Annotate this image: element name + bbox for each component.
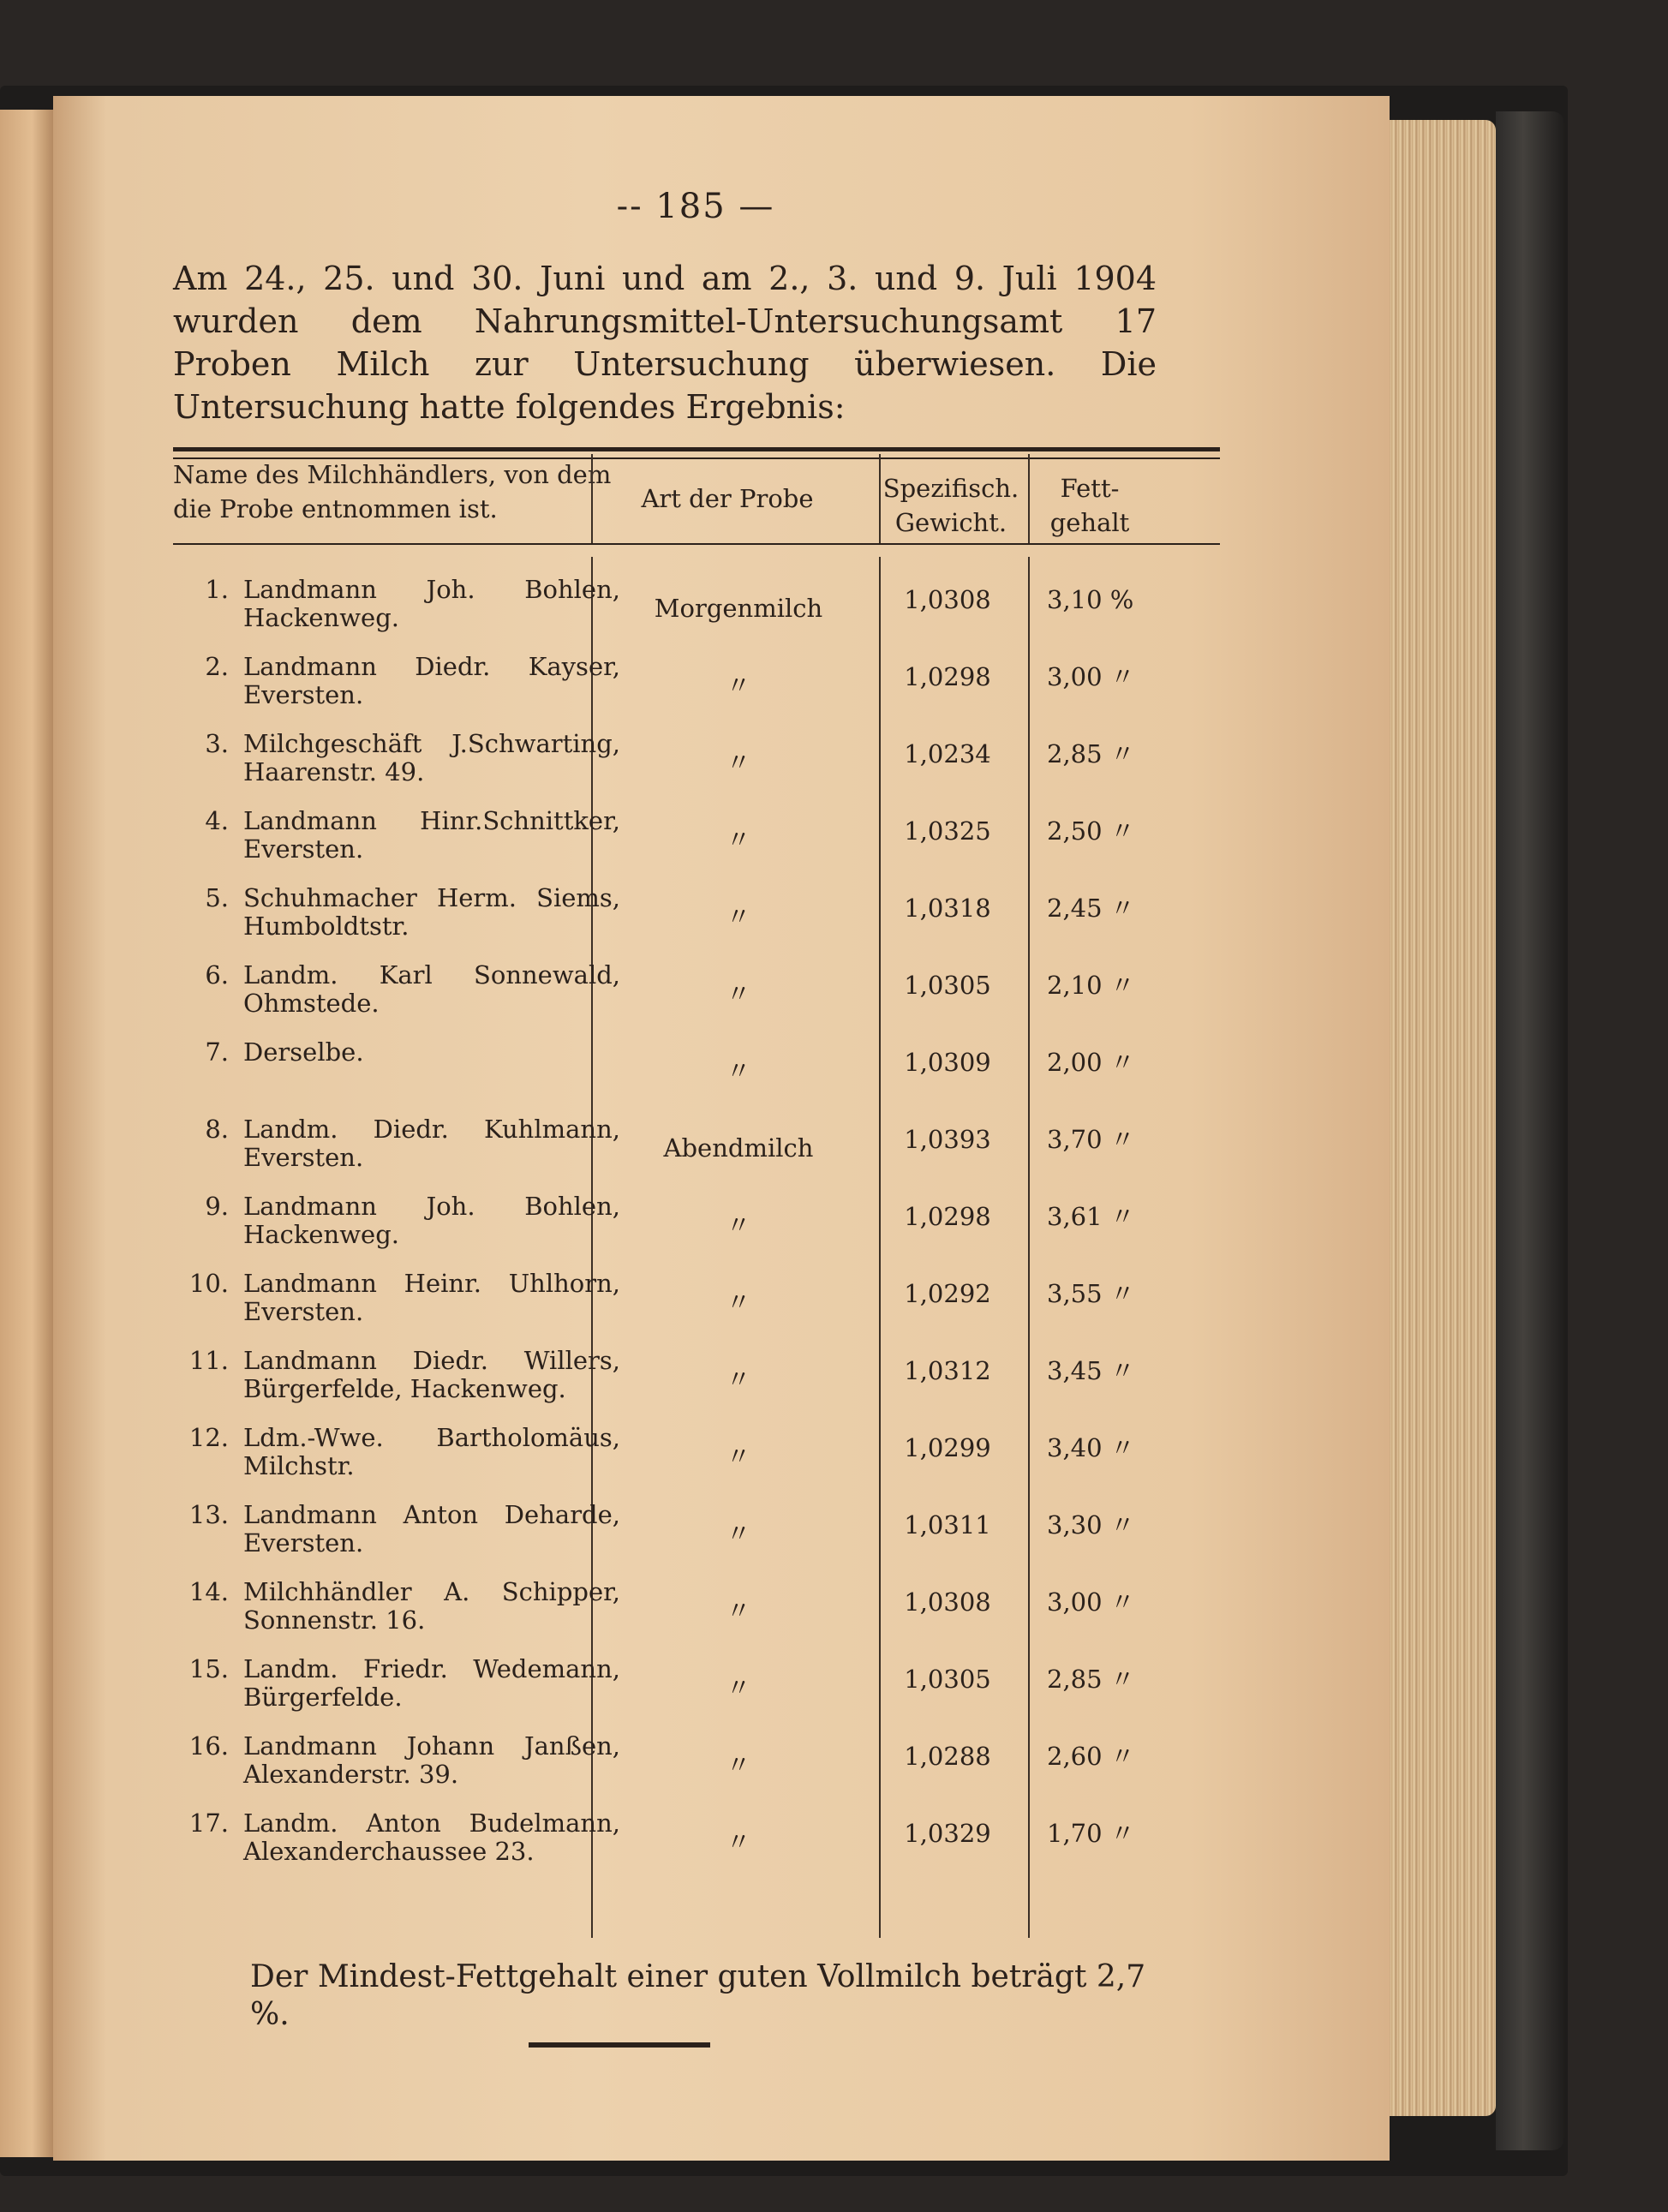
supplier-name-line2: Hackenweg. — [243, 603, 400, 632]
sample-type: 〃 — [726, 671, 751, 700]
supplier-name — [243, 961, 620, 1018]
sample-type: 〃 — [726, 979, 751, 1008]
header-name: Name des Milchhändlers, von dem die Probe entnommen ist. — [173, 460, 612, 523]
table-row — [173, 576, 1235, 653]
book-page — [53, 96, 1390, 2161]
table-row — [173, 1347, 1235, 1424]
supplier-name-line1: Landmann Heinr. Uhlhorn, — [243, 1269, 620, 1298]
supplier-name — [243, 730, 620, 786]
table-row — [173, 1115, 1235, 1193]
row-number: 7. — [205, 1037, 229, 1067]
supplier-name-line2: Bürgerfelde, Hackenweg. — [243, 1374, 566, 1403]
fat-content: 2,00 〃 — [1047, 1048, 1135, 1077]
supplier-name-line2: Humboldtstr. — [243, 912, 410, 941]
row-number: 6. — [205, 960, 229, 989]
supplier-name-line1: Schuhmacher Herm. Siems, — [243, 883, 620, 912]
supplier-name — [243, 576, 620, 632]
sample-type: 〃 — [726, 1596, 751, 1625]
supplier-name-line2: Eversten. — [243, 680, 364, 709]
fat-content: 3,40 〃 — [1047, 1433, 1135, 1462]
supplier-name-line1: Ldm.-Wwe. Bartholomäus, — [243, 1423, 620, 1452]
supplier-name — [243, 1193, 620, 1249]
supplier-name-line1: Landm. Anton Budelmann, — [243, 1808, 620, 1838]
header-fat-content — [1030, 471, 1150, 540]
sample-type: Morgenmilch — [654, 594, 823, 623]
supplier-name — [243, 1347, 620, 1403]
row-number: 13. — [188, 1500, 229, 1529]
supplier-name — [243, 1655, 620, 1712]
supplier-name-line1: Landmann Joh. Bohlen, — [243, 575, 620, 604]
specific-weight: 1,0329 — [904, 1819, 991, 1848]
fat-content: 3,30 〃 — [1047, 1510, 1135, 1539]
sample-type: 〃 — [726, 1211, 751, 1240]
specific-weight: 1,0309 — [904, 1048, 991, 1077]
header-fett-line2: gehalt — [1049, 508, 1130, 537]
supplier-name-line2: Alexanderstr. 39. — [243, 1760, 459, 1789]
row-number: 9. — [205, 1192, 229, 1221]
header-fett-line1: Fett- — [1060, 474, 1120, 503]
supplier-name — [243, 1809, 620, 1866]
table-row — [173, 1501, 1235, 1578]
sample-type: 〃 — [726, 825, 751, 854]
sample-type: 〃 — [726, 1442, 751, 1471]
header-art: Art der Probe — [641, 484, 814, 513]
supplier-name-line1: Landmann Diedr. Willers, — [243, 1346, 620, 1375]
table-row — [173, 1038, 1235, 1115]
supplier-name-line2: Hackenweg. — [243, 1220, 400, 1249]
supplier-name-line2: Ohmstede. — [243, 989, 380, 1018]
header-spez-line2: Gewicht. — [894, 508, 1007, 537]
sample-type: 〃 — [726, 1827, 751, 1856]
supplier-name-line2: Haarenstr. 49. — [243, 757, 425, 786]
left-page-edge — [0, 110, 53, 2157]
conclusion-text: Der Mindest-Fettgehalt einer guten Vollmilch beträgt 2,7 %. — [250, 1959, 1146, 2032]
table-row — [173, 1424, 1235, 1501]
fat-content: 2,85 〃 — [1047, 739, 1135, 768]
column-divider — [879, 454, 881, 543]
supplier-name-line1: Milchhändler A. Schipper, — [243, 1577, 620, 1606]
sample-type: 〃 — [726, 748, 751, 777]
specific-weight: 1,0318 — [904, 894, 991, 923]
table-row — [173, 1732, 1235, 1809]
supplier-name — [243, 1038, 620, 1067]
fat-content: 3,55 〃 — [1047, 1279, 1135, 1308]
table-header-rule — [173, 543, 1220, 545]
table-row — [173, 1193, 1235, 1270]
supplier-name-line1: Landmann Anton Deharde, — [243, 1500, 620, 1529]
table-row — [173, 730, 1235, 807]
supplier-name — [243, 1424, 620, 1480]
table-row — [173, 807, 1235, 884]
fat-content: 2,60 〃 — [1047, 1742, 1135, 1771]
supplier-name — [243, 653, 620, 709]
fat-content: 2,10 〃 — [1047, 971, 1135, 1000]
supplier-name-line1: Landmann Diedr. Kayser, — [243, 652, 620, 681]
supplier-name-line1: Milchgeschäft J.Schwarting, — [243, 729, 620, 758]
end-rule — [529, 2042, 710, 2048]
row-number: 15. — [188, 1654, 229, 1683]
specific-weight: 1,0308 — [904, 585, 991, 614]
column-divider — [1028, 454, 1030, 543]
sample-type: 〃 — [726, 1519, 751, 1548]
specific-weight: 1,0305 — [904, 1665, 991, 1694]
book-binding — [1496, 111, 1564, 2150]
table-row — [173, 1578, 1235, 1655]
intro-paragraph: Am 24., 25. und 30. Juni und am 2., 3. und 9. Juli 1904 wurden dem Nahrungsmittel-Untersuchungsamt 17 Proben Milch zur Untersuchung überwiesen. Die Untersuchung hatte folgendes Ergebnis: — [173, 260, 1157, 426]
supplier-name-line2: Eversten. — [243, 1528, 364, 1557]
specific-weight: 1,0393 — [904, 1125, 991, 1154]
supplier-name — [243, 1501, 620, 1557]
row-number: 16. — [188, 1731, 229, 1761]
fat-content: 3,70 〃 — [1047, 1125, 1135, 1154]
supplier-name — [243, 1115, 620, 1172]
fat-content: 3,61 〃 — [1047, 1202, 1135, 1231]
supplier-name — [243, 1732, 620, 1789]
fat-content: 2,50 〃 — [1047, 816, 1135, 846]
specific-weight: 1,0308 — [904, 1587, 991, 1617]
specific-weight: 1,0288 — [904, 1742, 991, 1771]
row-number: 11. — [188, 1346, 229, 1375]
supplier-name-line2: Eversten. — [243, 834, 364, 864]
row-number: 10. — [188, 1269, 229, 1298]
table-row — [173, 1655, 1235, 1732]
supplier-name — [243, 1270, 620, 1326]
sample-type: Abendmilch — [663, 1133, 814, 1163]
sample-type: 〃 — [726, 1288, 751, 1317]
specific-weight: 1,0311 — [904, 1510, 991, 1539]
supplier-name — [243, 807, 620, 864]
fat-content: 3,00 〃 — [1047, 1587, 1135, 1617]
supplier-name-line1: Landmann Johann Janßen, — [243, 1731, 620, 1761]
specific-weight: 1,0298 — [904, 1202, 991, 1231]
row-number: 2. — [205, 652, 229, 681]
row-number: 12. — [188, 1423, 229, 1452]
sample-type: 〃 — [726, 1056, 751, 1085]
fat-content: 2,85 〃 — [1047, 1665, 1135, 1694]
row-number: 17. — [188, 1808, 229, 1838]
supplier-name-line2: Bürgerfelde. — [243, 1683, 403, 1712]
row-number: 1. — [205, 575, 229, 604]
supplier-name-line1: Landmann Hinr.Schnittker, — [243, 806, 620, 835]
supplier-name-line1: Landm. Karl Sonnewald, — [243, 960, 620, 989]
specific-weight: 1,0292 — [904, 1279, 991, 1308]
table-row — [173, 884, 1235, 961]
table-row — [173, 961, 1235, 1038]
specific-weight: 1,0234 — [904, 739, 991, 768]
row-number: 14. — [188, 1577, 229, 1606]
fat-content: 3,45 〃 — [1047, 1356, 1135, 1385]
fat-content: 2,45 〃 — [1047, 894, 1135, 923]
table-row — [173, 653, 1235, 730]
sample-type: 〃 — [726, 902, 751, 931]
supplier-name-line1: Landm. Diedr. Kuhlmann, — [243, 1115, 620, 1144]
fat-content: 3,00 〃 — [1047, 662, 1135, 691]
supplier-name-line2: Milchstr. — [243, 1451, 355, 1480]
row-number: 3. — [205, 729, 229, 758]
supplier-name-line2: Eversten. — [243, 1297, 364, 1326]
sample-type: 〃 — [726, 1365, 751, 1394]
supplier-name — [243, 1578, 620, 1635]
specific-weight: 1,0299 — [904, 1433, 991, 1462]
supplier-name — [243, 884, 620, 941]
specific-weight: 1,0312 — [904, 1356, 991, 1385]
supplier-name-line2: Eversten. — [243, 1143, 364, 1172]
row-number: 4. — [205, 806, 229, 835]
fat-content: 3,10 % — [1047, 585, 1134, 614]
sample-type: 〃 — [726, 1673, 751, 1702]
table-row — [173, 1809, 1235, 1886]
specific-weight: 1,0298 — [904, 662, 991, 691]
row-number: 8. — [205, 1115, 229, 1144]
supplier-name-line1: Derselbe. — [243, 1037, 364, 1067]
header-spez-line1: Spezifisch. — [882, 474, 1019, 503]
supplier-name-line2: Alexanderchaussee 23. — [243, 1837, 535, 1866]
specific-weight: 1,0305 — [904, 971, 991, 1000]
fat-content: 1,70 〃 — [1047, 1819, 1135, 1848]
supplier-name-line1: Landmann Joh. Bohlen, — [243, 1192, 620, 1221]
page-number: -- 185 — — [616, 187, 775, 226]
specific-weight: 1,0325 — [904, 816, 991, 846]
supplier-name-line1: Landm. Friedr. Wedemann, — [243, 1654, 620, 1683]
supplier-name-line2: Sonnenstr. 16. — [243, 1605, 426, 1635]
sample-type: 〃 — [726, 1750, 751, 1779]
table-row — [173, 1270, 1235, 1347]
column-divider — [591, 454, 593, 543]
row-number: 5. — [205, 883, 229, 912]
header-spezific-weight — [881, 471, 1021, 540]
